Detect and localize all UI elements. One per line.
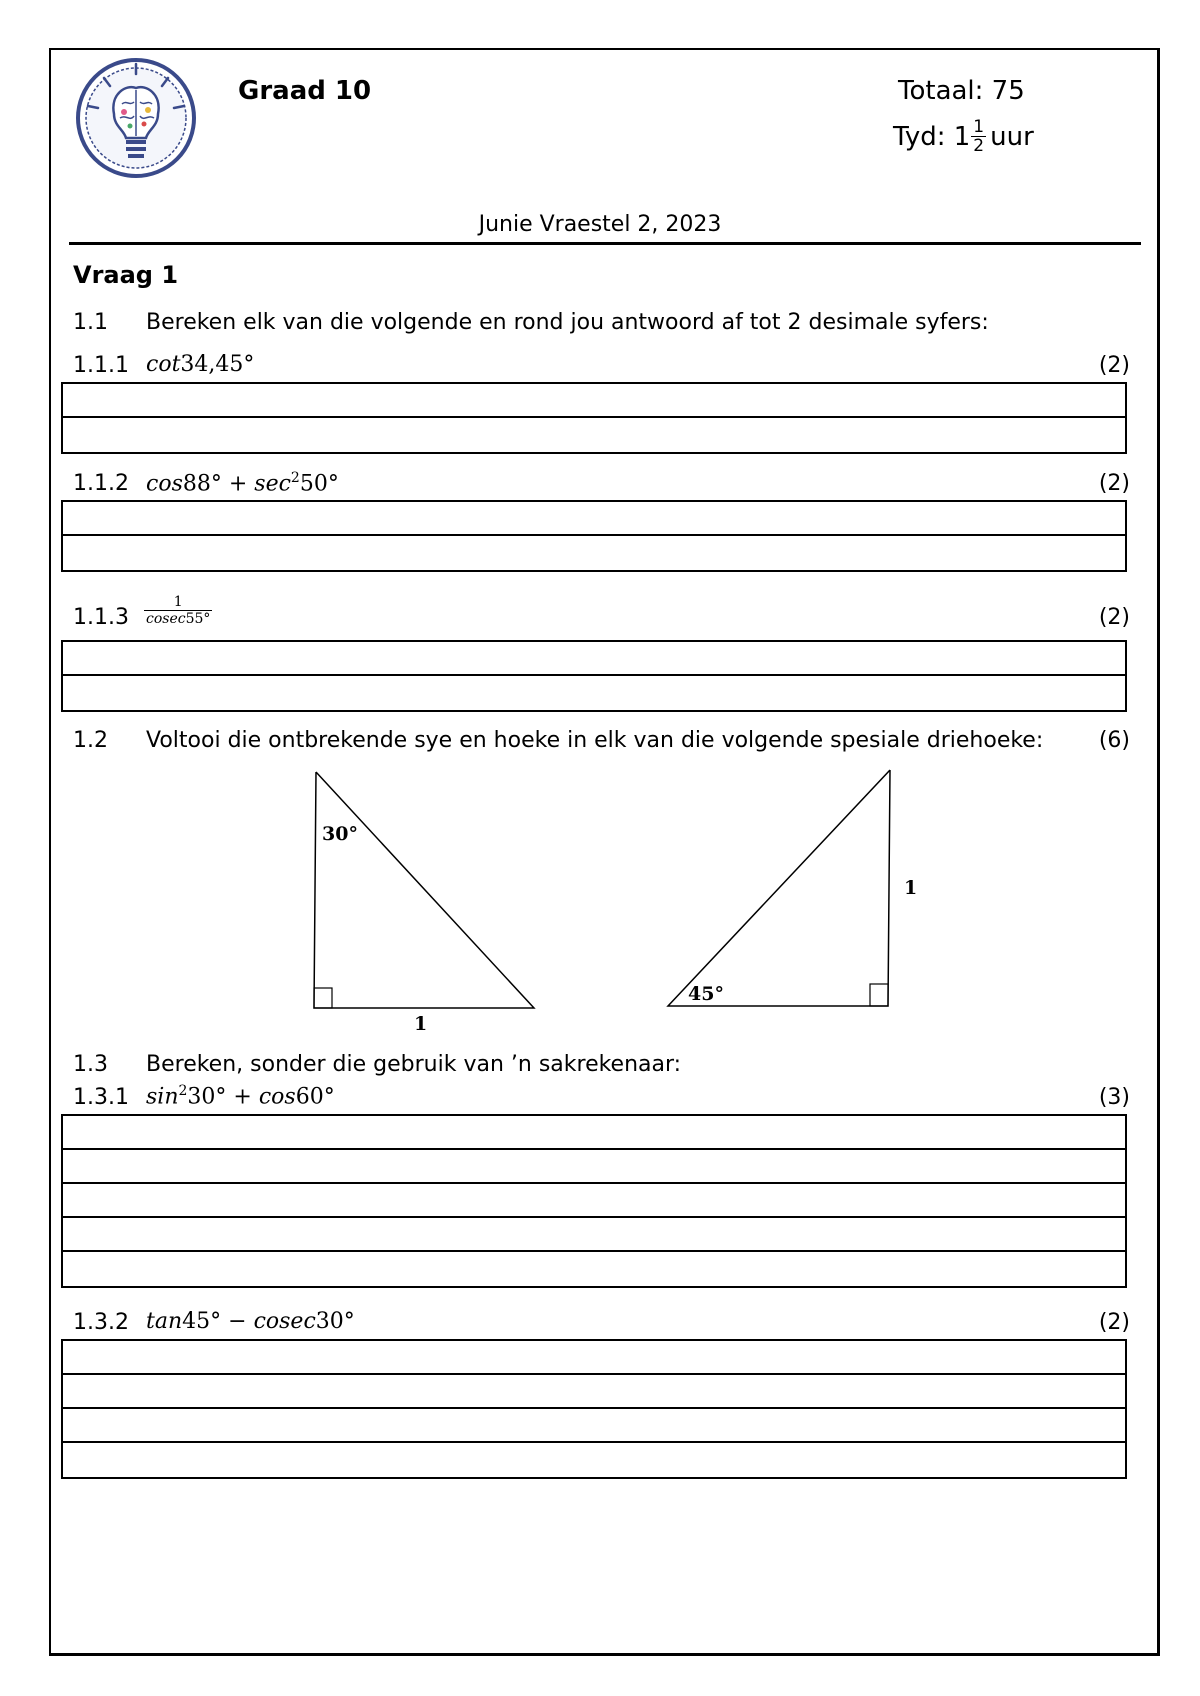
- paper-subtitle: Junie Vraestel 2, 2023: [478, 212, 722, 237]
- answer-line[interactable]: [63, 1375, 1125, 1409]
- q1-1-3-answer-box[interactable]: [61, 640, 1127, 712]
- answer-line[interactable]: [63, 1443, 1125, 1477]
- question-title: Vraag 1: [73, 261, 179, 289]
- answer-line[interactable]: [63, 1341, 1125, 1375]
- function-name: cos: [146, 471, 183, 497]
- fraction: [146, 594, 210, 627]
- exponent: 2: [178, 1083, 188, 1099]
- function-name: cos: [258, 1084, 296, 1110]
- operator: +: [226, 1084, 259, 1110]
- q1-3-label: 1.3: [73, 1052, 108, 1077]
- triangle-b-side-label: 1: [904, 877, 918, 899]
- argument: 55°: [185, 611, 211, 627]
- answer-line[interactable]: [63, 502, 1125, 536]
- q1-3-2-answer-box[interactable]: [61, 1339, 1127, 1479]
- q1-3-1-answer-box[interactable]: [61, 1114, 1127, 1288]
- q1-1-3-expression: [146, 594, 210, 627]
- argument: 30°: [315, 1309, 355, 1334]
- q1-1-3-label: 1.1.3: [73, 605, 129, 630]
- q1-1-2-label: 1.1.2: [73, 471, 129, 496]
- q1-1-3-marks: (2): [1098, 605, 1130, 630]
- answer-line[interactable]: [63, 676, 1125, 710]
- q1-1-1-answer-box[interactable]: [61, 382, 1127, 454]
- degree-symbol: °: [243, 352, 255, 377]
- triangle-45-degree: [668, 770, 917, 1006]
- duration-unit: uur: [990, 121, 1034, 152]
- argument: 50°: [299, 471, 339, 497]
- grade-label: Graad 10: [238, 76, 372, 106]
- q1-3-1-marks: (3): [1098, 1085, 1130, 1110]
- brain-lightbulb-logo-icon: [74, 56, 198, 180]
- answer-line[interactable]: [63, 1184, 1125, 1218]
- q1-1-label: 1.1: [73, 310, 108, 335]
- triangle-a-side-label: 1: [414, 1013, 428, 1035]
- right-angle-marker: [314, 988, 332, 1008]
- function-name: tan: [146, 1309, 183, 1334]
- q1-3-2-expression: [146, 1309, 355, 1334]
- answer-line[interactable]: [63, 418, 1125, 452]
- q1-2-label: 1.2: [73, 728, 108, 753]
- triangle-b-angle-label: 45°: [688, 983, 724, 1005]
- q1-2-text: Voltooi die ontbrekende sye en hoeke in elk van die volgende spesiale driehoeke:: [146, 728, 1044, 753]
- answer-line[interactable]: [63, 1218, 1125, 1252]
- fraction-numerator: 1: [144, 594, 212, 611]
- q1-3-text: Bereken, sonder die gebruik van ’n sakrekenaar:: [146, 1052, 682, 1077]
- triangle-a-angle-label: 30°: [322, 823, 358, 845]
- total-marks: Totaal: 75: [898, 76, 1025, 106]
- special-triangles-diagram: [0, 760, 1200, 1040]
- answer-line[interactable]: [63, 536, 1125, 570]
- answer-line[interactable]: [63, 1150, 1125, 1184]
- header-divider: [69, 242, 1141, 245]
- q1-3-2-label: 1.3.2: [73, 1310, 129, 1335]
- function-name: sec: [254, 471, 291, 497]
- q1-1-2-expression: [146, 470, 339, 496]
- function-name: cot: [146, 352, 181, 377]
- answer-line[interactable]: [63, 1409, 1125, 1443]
- argument: 30°: [187, 1084, 227, 1110]
- q1-1-1-expression: [146, 352, 254, 377]
- argument: 88°: [182, 471, 222, 497]
- q1-1-1-marks: (2): [1098, 353, 1130, 378]
- answer-line[interactable]: [63, 1252, 1125, 1286]
- answer-line[interactable]: [63, 1116, 1125, 1150]
- operator: +: [221, 471, 255, 497]
- function-name: sin: [146, 1084, 179, 1110]
- duration-fraction: [971, 118, 986, 155]
- duration-prefix: Tyd: 1: [893, 121, 971, 152]
- q1-3-1-expression: [146, 1083, 335, 1109]
- right-angle-marker: [870, 984, 888, 1006]
- argument: 45°: [182, 1309, 222, 1334]
- q1-1-1-label: 1.1.1: [73, 353, 129, 378]
- q1-3-2-marks: (2): [1098, 1310, 1130, 1335]
- answer-line[interactable]: [63, 642, 1125, 676]
- argument: 60°: [295, 1084, 335, 1110]
- q1-1-2-answer-box[interactable]: [61, 500, 1127, 572]
- exponent: 2: [290, 470, 300, 486]
- answer-line[interactable]: [63, 384, 1125, 418]
- argument: 34,45: [180, 352, 244, 377]
- q1-1-2-marks: (2): [1098, 471, 1130, 496]
- exam-duration: [893, 118, 1034, 155]
- fraction-numerator: 1: [973, 117, 985, 137]
- fraction-denominator: [146, 611, 210, 627]
- function-name: cosec: [253, 1309, 316, 1334]
- triangle-30-degree: [314, 772, 534, 1035]
- q1-2-marks: (6): [1098, 728, 1130, 753]
- q1-1-text: Bereken elk van die volgende en rond jou antwoord af tot 2 desimale syfers:: [146, 310, 989, 335]
- fraction-denominator: 2: [973, 136, 985, 156]
- function-name: cosec: [146, 611, 186, 627]
- operator: −: [221, 1309, 254, 1334]
- q1-3-1-label: 1.3.1: [73, 1085, 129, 1110]
